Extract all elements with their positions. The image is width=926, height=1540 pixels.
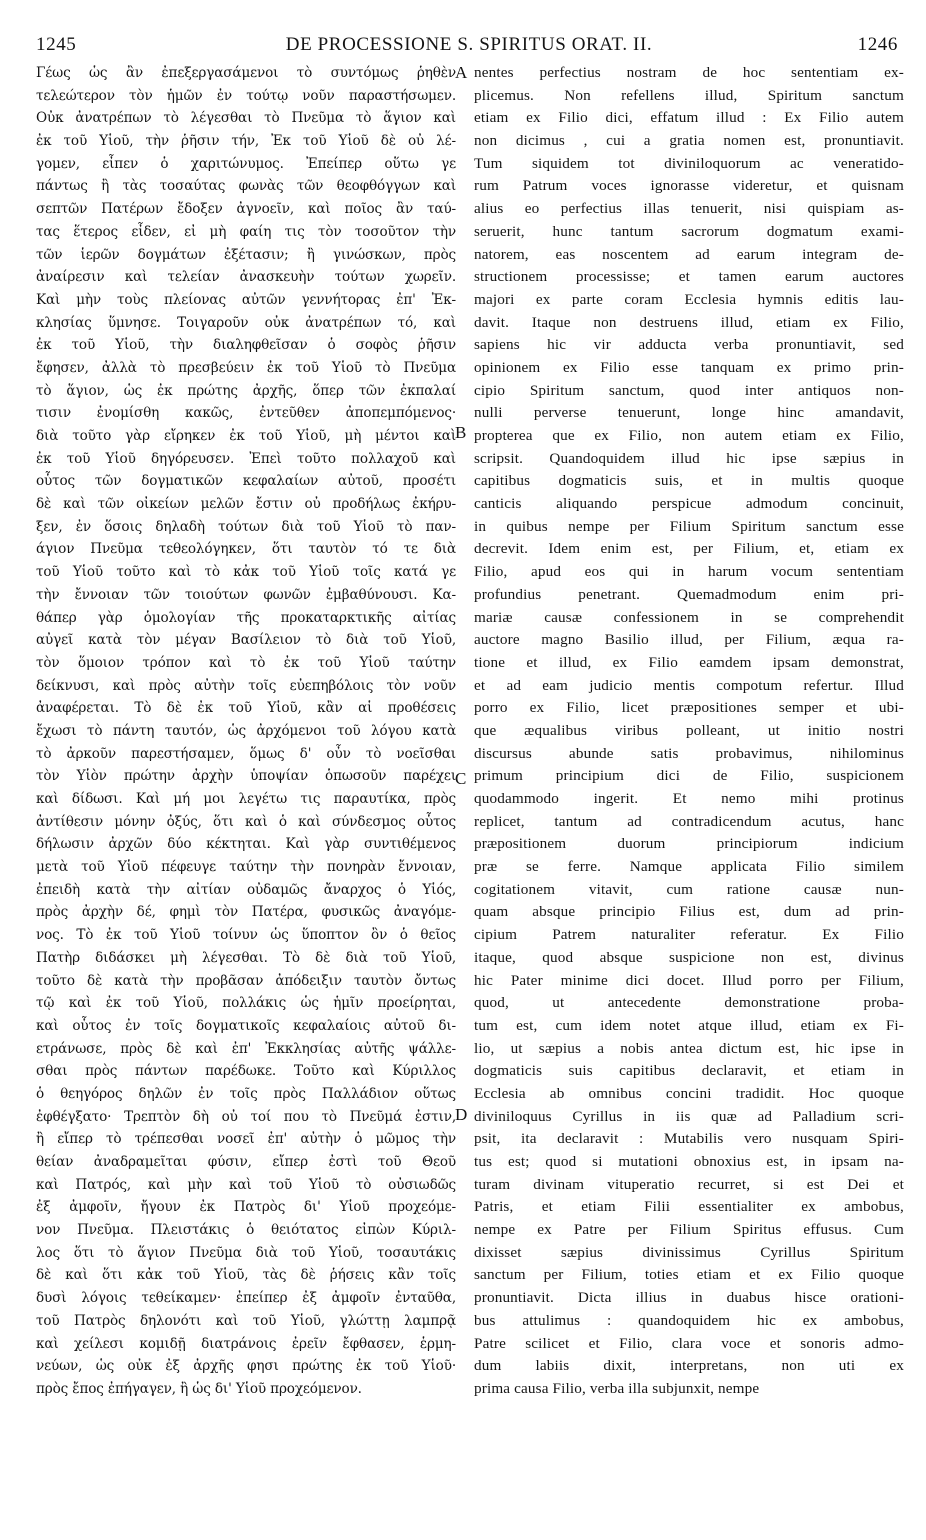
greek-text-line: ἀναφέρεται. Τὸ δὲ ἐκ τοῦ Υἱοῦ, κἂν αἱ προθέσεις [36, 700, 456, 717]
greek-text-line: Πατὴρ διδάσκει μὴ λέγεσθαι. Τὸ δὲ διὰ τοῦ Υἱοῦ, [36, 949, 456, 966]
greek-text-line: τὸν ὅμοιον τρόπον καὶ τὸ ἐκ τοῦ Υἱοῦ ταύτην [36, 654, 456, 671]
latin-text-line: hic Pater minime dici docet. Illud porro per Filium, [474, 971, 904, 989]
section-marker-b: B [455, 423, 467, 442]
greek-text-line: διὰ τοῦτο γὰρ εἴρηκεν ἐκ τοῦ Υἱοῦ, μὴ μέντοι καὶ [36, 428, 456, 444]
latin-text-line: dogmaticis suis capitibus declaravit, et etiam in [474, 1062, 904, 1080]
greek-text-line: τοῦ Υἱοῦ τοῦτο καὶ τὸ κἀκ τοῦ Υἱοῦ τοῖς κατά γε [36, 564, 456, 581]
latin-text-line: Filio, apud eos qui in harum vocum sententiam [474, 563, 904, 581]
greek-text-line: Οὐκ ἀνατρέπων τὸ λέγεσθαι τὸ Πνεῦμα τὸ ἅγιον καὶ [36, 110, 456, 127]
greek-text-line: τὴν ἔννοιαν τῶν τοιούτων φωνῶν ἐμβαθύνουσι. Κα- [36, 586, 456, 603]
greek-text-line: καὶ χείλεσι κομιδῇ διατράνοις ἐρεῖν ἔφθασεν, ἑρμη- [36, 1335, 456, 1352]
latin-text-line: præpositionem duorum principiorum indicium [474, 835, 904, 853]
latin-text-line: majori ex parte coram Ecclesia hymnis editis lau- [474, 290, 904, 308]
latin-text-line: replicet, tantum ad contradicendum acutus, hanc [474, 812, 904, 830]
latin-text-line: tus est; quod si mutationi obnoxius est, in ipsam na- [474, 1153, 904, 1170]
greek-text-line: Γέως ὡς ἂν ἐπεξεργασάμενοι τὸ συντόμως ῥηθὲν [36, 65, 456, 81]
greek-text-line: σεπτῶν Πατέρων ἔδοξεν ἀγνοεῖν, καὶ ποῖος ἂν ταύ- [36, 201, 456, 218]
greek-text-line: καὶ δίδωσι. Καὶ μή μοι λεγέτω τις παραυτίκα, πρὸς [36, 791, 456, 807]
latin-text-line: natorem, eas noscentem ad earum integram de- [474, 245, 904, 263]
latin-text-line: discursus abunde satis probavimus, nihilominus [474, 744, 904, 762]
latin-text-line: in quibus nempe per Filium Spiritum sanctum esse [474, 517, 904, 535]
greek-text-line: μετὰ τοῦ Υἱοῦ πέφευγε ταύτην τὴν πονηρὰν ἔννοιαν, [36, 859, 456, 876]
latin-text-line: plicemus. Non refellens illud, Spiritum sanctum [474, 86, 904, 104]
greek-text-line: ἐξ ἀμφοῖν, ἤγουν ἐκ Πατρὸς δι' Υἱοῦ προχεόμε- [36, 1199, 456, 1216]
section-marker-a: A [455, 63, 468, 82]
latin-text-line: Ecclesia ab omnibus concini tradidit. Hoc quoque [474, 1084, 904, 1102]
greek-text-line: πρὸς ἀρχὴν δέ, φημὶ τὸν Πατέρα, φυσικῶς ἀναγόμε- [36, 904, 456, 921]
latin-text-line: et ad eam judicio mentis compotum refertur. Illud [474, 676, 904, 694]
latin-text-line: præ se ferre. Namque applicata Filio similem [474, 858, 904, 876]
latin-text-line: Patre scilicet et Filio, clara voce et sonoris admo- [474, 1334, 904, 1352]
page-number-right: 1246 [857, 34, 898, 55]
greek-text-line: ἐπειδὴ κατὰ τὴν αἰτίαν οὐδαμῶς ἄναρχος ὁ Υἱός, [36, 881, 456, 898]
latin-text-line: cipium Patrem naturaliter referatur. Ex Filio [474, 926, 904, 944]
latin-text-line: lio, ut sæpius a nobis antea dictum est, hic ipse in [474, 1039, 904, 1057]
latin-text-line: non dicimus , cui a gratia nomen est, pronuntiavit. [474, 132, 904, 150]
latin-text-line: tum est, cum idem notet atque illud, etiam ex Fi- [474, 1016, 904, 1034]
greek-text-line: τισιν ἐνομίσθη κακῶς, ἐντεῦθεν ἀποπεμπόμενος· [36, 405, 456, 422]
greek-text-line: τὸ ἀρκοῦν παρεστήσαμεν, ὅμως δ' οὖν τὸ νοεῖσθαι [36, 745, 456, 762]
greek-text-line: νος. Τὸ ἐκ τοῦ Υἱοῦ τοίνυν ὡς ὕποπτον ὂν ὁ θεῖος [36, 927, 456, 944]
latin-text-line: davit. Itaque non destruens illud, etiam ex Filio, [474, 313, 904, 331]
greek-text-line: δὲ καὶ ὅτι κἀκ τοῦ Υἱοῦ, τὰς δὲ ῥήσεις κἂν τοῖς [36, 1267, 456, 1284]
latin-text-line: rum Patrum voces ignorasse videretur, et quisnam [474, 177, 904, 195]
latin-text-line: profundius penetrant. Quemadmodum enim pri- [474, 585, 904, 603]
greek-text-line: ἐφθέγξατο· Τρεπτὸν δὴ οὐ τοί που τὸ Πνεῦμά ἐστιν, [36, 1108, 456, 1125]
latin-text-line: auctore magno Basilio illud, per Filium, æqua ra- [474, 631, 904, 649]
greek-text-line: ἐκ τοῦ Υἱοῦ δηγόρευσεν. Ἐπεὶ τοῦτο πολλαχοῦ καὶ [36, 450, 456, 467]
latin-text-line: Patris, et etiam Filii essentialiter ex ambobus, [474, 1198, 904, 1216]
latin-text-line: pronuntiavit. Dicta illius in duabus hisce orationi- [474, 1289, 904, 1307]
latin-text-line: canticis aliquando perspicue admodum concinuit, [474, 495, 904, 513]
latin-text-line: nentes perfectius nostram de hoc sententiam ex- [474, 64, 904, 81]
greek-text-line: τοῦ Πατρὸς δηλονότι καὶ τοῦ Υἱοῦ, γλώττῃ λαμπρᾷ [36, 1312, 456, 1329]
greek-text-line: ἐκ τοῦ Υἱοῦ, τὴν διαληφθεῖσαν ὁ σοφὸς ῥῆσιν [36, 337, 456, 354]
greek-text-line: ἐκ τοῦ Υἱοῦ, τὴν ῥῆσιν τήν, Ἐκ τοῦ Υἱοῦ δὲ οὐ λέ- [36, 133, 456, 150]
greek-text-line: σθαι πρὸς πάντων παρέδωκε. Τοῦτο καὶ Κύριλλος [36, 1063, 456, 1080]
greek-text-line: τῶν ἱερῶν δογμάτων ἐξέτασιν; ἢ γινώσκων, πρὸς [36, 246, 456, 263]
latin-text-line: nempe ex Patre per Filium Spiritus effusus. Cum [474, 1221, 904, 1239]
greek-text-line: ἔφησεν, ἀλλὰ τὸ πρεσβεύειν ἐκ τοῦ Υἱοῦ τὸ Πνεῦμα [36, 359, 456, 376]
greek-text-line: δήλωσιν ἀρχῶν δύο κέκτηται. Καὶ γὰρ συντιθέμενος [36, 836, 456, 853]
greek-text-line: άγιον Πνεῦμα τεθεολόγηκεν, ὅτι ταυτὸν τό τε διὰ [36, 541, 456, 558]
greek-text-line: δείκνυσι, καὶ πρὸς αὐτὴν τοῖς εὐεπηβόλοις τὸν νοῦν [36, 677, 456, 694]
running-header [36, 34, 902, 58]
latin-text-line: diviniloquus Cyrillus in iis quæ ad Palladium scri- [474, 1107, 904, 1125]
latin-text-line: opinionem ex Filio esse tanquam ex primo prin- [474, 358, 904, 376]
latin-text-line: alius eo perfectius illas tenuerit, nisi quispiam as- [474, 200, 904, 218]
latin-text-line: seruerit, hunc tantum sacrorum dogmatum exami- [474, 222, 904, 240]
latin-text-line: etiam ex Filio dici, effatum illud : Ex Filio autem [474, 109, 904, 127]
page-number-left: 1245 [36, 34, 77, 55]
latin-text-line: dum labiis dixit, interpretans, non uti ex [474, 1357, 904, 1375]
latin-text-line: tione et illud, ex Filio eamdem ipsam demonstrat, [474, 653, 904, 671]
greek-text-line: τοῦτο δὲ κατὰ τὴν προβᾶσαν ἀπόδειξιν ταυτὸν ὄντως [36, 972, 456, 989]
greek-text-column [36, 62, 456, 1512]
greek-text-line: κλησίας ὕμνησε. Τοιγαροῦν οὐκ ἀνατρέπων τό, καὶ [36, 314, 456, 331]
greek-text-line: γομεν, εἶπεν ὁ χαριτώνυμος. Ἐπείπερ οὕτω γε [36, 155, 456, 172]
latin-text-line: quodammodo ingerit. Et nemo mihi protinus [474, 790, 904, 807]
greek-text-line: ετράνωσε, πρὸς δὲ καὶ ἐπ' Ἐκκλησίας αὐτῆς ψάλλε- [36, 1040, 456, 1057]
greek-text-line: ἀντίθεσιν μόνην ὀξύς, ὅτι καὶ ὁ καὶ σύνδεσμος οὗτος [36, 813, 456, 830]
section-marker-d: D [455, 1105, 468, 1124]
greek-text-line: αὐγεῖ κατὰ τὸν μέγαν Βασίλειον τὸ διὰ τοῦ Υἱοῦ, [36, 632, 456, 649]
greek-text-line: νεύων, ὡς οὐκ ἐξ ἀρχῆς φησι πρώτης ἐκ τοῦ Υἱοῦ· [36, 1358, 456, 1375]
greek-text-line: τὸν Υἱὸν πρώτην ἀρχὴν ὑποψίαν ὁπωσοῦν παρέχει [36, 768, 456, 785]
greek-text-line: θείαν ἀναδραμεῖται φύσιν, εἴπερ ἐστὶ τοῦ Θεοῦ [36, 1154, 456, 1170]
latin-text-line: capitibus dogmaticis suis, et in multis quoque [474, 472, 904, 490]
greek-text-line: ὁ θεηγόρος δηλῶν ἐν τοῖς πρὸς Παλλάδιον οὕτως [36, 1085, 456, 1102]
latin-text-line: que æqualibus viribus polleant, ut initio nostri [474, 721, 904, 739]
latin-text-line: propterea que ex Filio, non autem etiam ex Filio, [474, 427, 904, 444]
greek-text-line: τῷ καὶ ἐκ τοῦ Υἱοῦ, πολλάκις ὡς ἡμῖν προείρηται, [36, 995, 456, 1012]
greek-text-line: πρὸς ἔπος ἐπήγαγεν, ἢ ὡς δι' Υἱοῦ προχεόμενον. [36, 1380, 362, 1397]
latin-text-line: sanctum per Filium, toties etiam et ex Filio quoque [474, 1266, 904, 1284]
greek-text-line: οὗτος τῶν δογματικῶν κεφαλαίων αὐτοῦ, προσέτι [36, 473, 456, 490]
latin-text-line: scripsit. Quandoquidem illud hic ipse sæpius in [474, 449, 904, 467]
running-title: DE PROCESSIONE S. SPIRITUS ORAT. II. [285, 34, 653, 55]
greek-text-line: πάντως ἢ τὰς τοσαύτας φωνὰς τῶν θεοφθόγγων καὶ [36, 178, 456, 195]
latin-text-line: nulli perverse tenuerunt, longe hinc amandavit, [474, 404, 904, 422]
greek-text-line: τελεώτερον τὸν ἡμῶν ἐν τούτῳ νοῦν παραστήσωμεν. [36, 87, 456, 104]
greek-text-line: ἀναίρεσιν καὶ τελείαν ἀνασκευὴν τούτων χωρεῖν. [36, 269, 456, 286]
greek-text-line: καὶ Πατρός, καὶ μὴν καὶ τοῦ Υἱοῦ τὸ οὐσιωδῶς [36, 1176, 456, 1193]
latin-text-line: itaque, quod absque suspicione non est, divinus [474, 948, 904, 966]
latin-text-line: sapiens hic vir adducta verba pronuntiavit, sed [474, 336, 904, 354]
latin-text-line: quod, ut antecedente demonstratione proba- [474, 994, 904, 1012]
latin-text-line: primum principium dici de Filio, suspicionem [474, 767, 904, 785]
latin-text-line: Tum siquidem tot diviniloquorum ac veneratido- [474, 154, 904, 172]
latin-text-line: mariæ causæ confessionem in se comprehendit [474, 608, 904, 626]
section-marker-c: C [455, 769, 467, 788]
greek-text-line: τὸ ἅγιον, ὡς ἐκ πρώτης ἀρχῆς, ὅπερ τῶν ἐκπαλαί [36, 382, 456, 399]
latin-text-column [474, 62, 904, 1512]
greek-text-line: δὲ καὶ τῶν οἰκείων μελῶν ἔστιν οὐ προδήλως ἐκήρυ- [36, 496, 456, 513]
latin-text-line: psit, ita declaravit : Mutabilis vero nusquam Spiri- [474, 1130, 904, 1148]
latin-text-line: prima causa Filio, verba illa subjunxit, nempe [474, 1379, 760, 1397]
greek-text-line: δυσὶ λόγοις τεθείκαμεν· ἐπείπερ ἐξ ἀμφοῖν ἐνταῦθα, [36, 1290, 456, 1307]
latin-text-line: bus attulimus : quandoquidem hic ex ambobus, [474, 1311, 904, 1329]
latin-text-line: quam absque principio Filius est, dum ad prin- [474, 903, 904, 921]
greek-text-line: ἢ εἴπερ τὸ τρέπεσθαι νοσεῖ ἐπ' αὐτὴν ὁ μῶμος τὴν [36, 1131, 456, 1148]
greek-text-line: ἔχωσι τὸ πάντη ταυτόν, ὡς ἀρχόμενοι τοῦ λόγου κατὰ [36, 722, 456, 739]
greek-text-line: Καὶ μὴν τοὺς πλείονας αὐτῶν γεννήτορας ἐπ' Ἐκ- [36, 291, 456, 308]
latin-text-line: cipio Spiritum sanctum, quod inter antiquos non- [474, 381, 904, 399]
latin-text-line: structionem processisse; et tamen earum auctores [474, 268, 904, 286]
latin-text-line: turam divinam vituperatio recurret, si est Dei et [474, 1175, 904, 1193]
greek-text-line: τας ἕτερος εἶδεν, εἰ μὴ φαίη τις τὸν τοσοῦτον τὴν [36, 223, 456, 240]
greek-text-line: καὶ οὗτος ἐν τοῖς δογματικοῖς κεφαλαίοις αὐτοῦ δι- [36, 1017, 456, 1034]
latin-text-line: dixisset sæpius divinissimus Cyrillus Spiritum [474, 1243, 904, 1261]
latin-text-line: decrevit. Idem enim est, per Filium, et, etiam ex [474, 540, 904, 558]
greek-text-line: λος ὅτι τὸ ἅγιον Πνεῦμα διὰ τοῦ Υἱοῦ, τοσαυτάκις [36, 1244, 456, 1261]
greek-text-line: νον Πνεῦμα. Πλειστάκις ὁ θειότατος εἰπὼν Κύριλ- [36, 1222, 456, 1239]
latin-text-line: porro ex Filio, licet præpositiones semper et ubi- [474, 699, 904, 717]
latin-text-line: cogitationem vitavit, cum ratione causæ nun- [474, 880, 904, 898]
greek-text-line: ξεν, ἐν ὅσοις δηλαδὴ τούτων διὰ τοῦ Υἱοῦ τὸ παν- [36, 518, 456, 535]
greek-text-line: θάπερ γὰρ ὁμολογίαν τῆς προκαταρκτικῆς αἰτίας [36, 609, 456, 626]
